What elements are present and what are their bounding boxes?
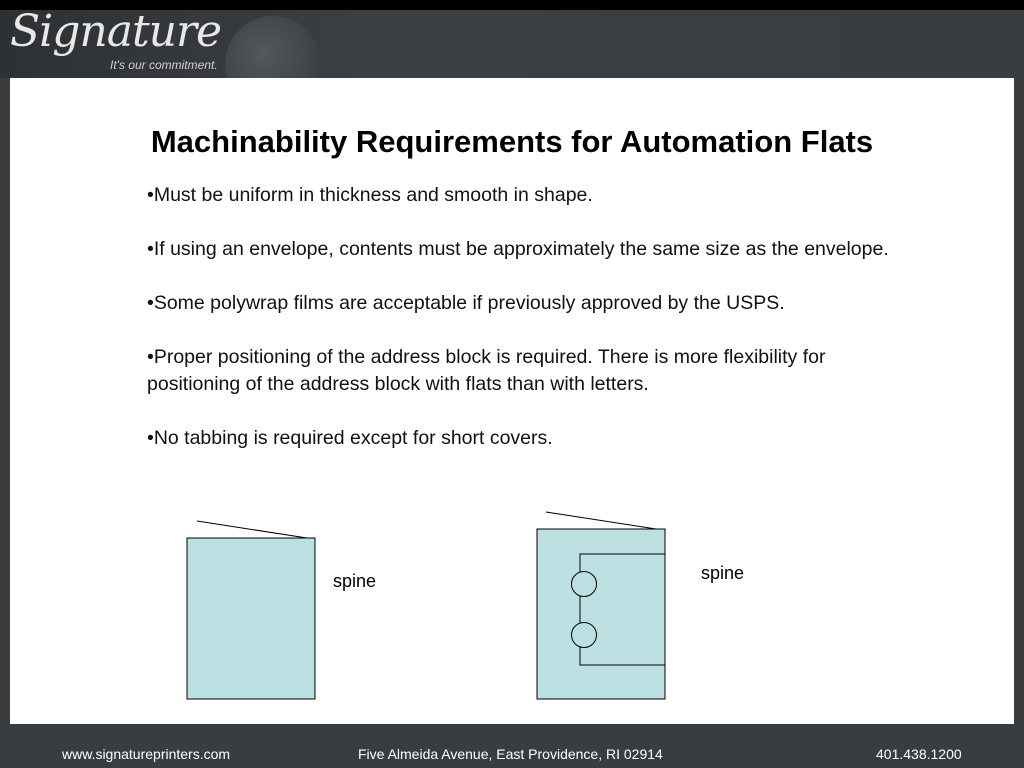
- logo-tagline: It's our commitment.: [110, 58, 218, 72]
- flats-diagram: [10, 78, 1014, 724]
- right-spine-label: spine: [701, 563, 745, 583]
- bullet-address-block: •Proper positioning of the address block is required. There is more flexibility for positioning of the address block with flats than with letters.: [147, 346, 826, 395]
- bullet-envelope-contents: •If using an envelope, contents must be approximately the same size as the envelope.: [147, 238, 889, 260]
- bullet-tabbing: •No tabbing is required except for short covers.: [147, 427, 553, 449]
- bullet-polywrap: •Some polywrap films are acceptable if previously approved by the USPS.: [147, 292, 785, 314]
- left-flat-shape: [187, 538, 315, 699]
- logo: [10, 6, 240, 86]
- binding-ring-top: [572, 572, 597, 597]
- binding-ring-bottom: [572, 623, 597, 648]
- footer-website[interactable]: www.signatureprinters.com: [62, 746, 231, 762]
- logo-wordmark: Signature: [10, 6, 222, 57]
- bullet-uniform-thickness: •Must be uniform in thickness and smooth in shape.: [147, 184, 593, 206]
- slide-title: Machinability Requirements for Automation Flats: [150, 124, 874, 159]
- left-spine-label: spine: [333, 571, 377, 591]
- footer: [0, 724, 1024, 768]
- left-flat-cover-line: [197, 521, 307, 538]
- slide-content: [10, 78, 1014, 724]
- footer-address: Five Almeida Avenue, East Providence, RI 02914: [358, 746, 663, 762]
- footer-phone: 401.438.1200: [876, 746, 962, 762]
- right-flat-cover-line: [546, 512, 656, 529]
